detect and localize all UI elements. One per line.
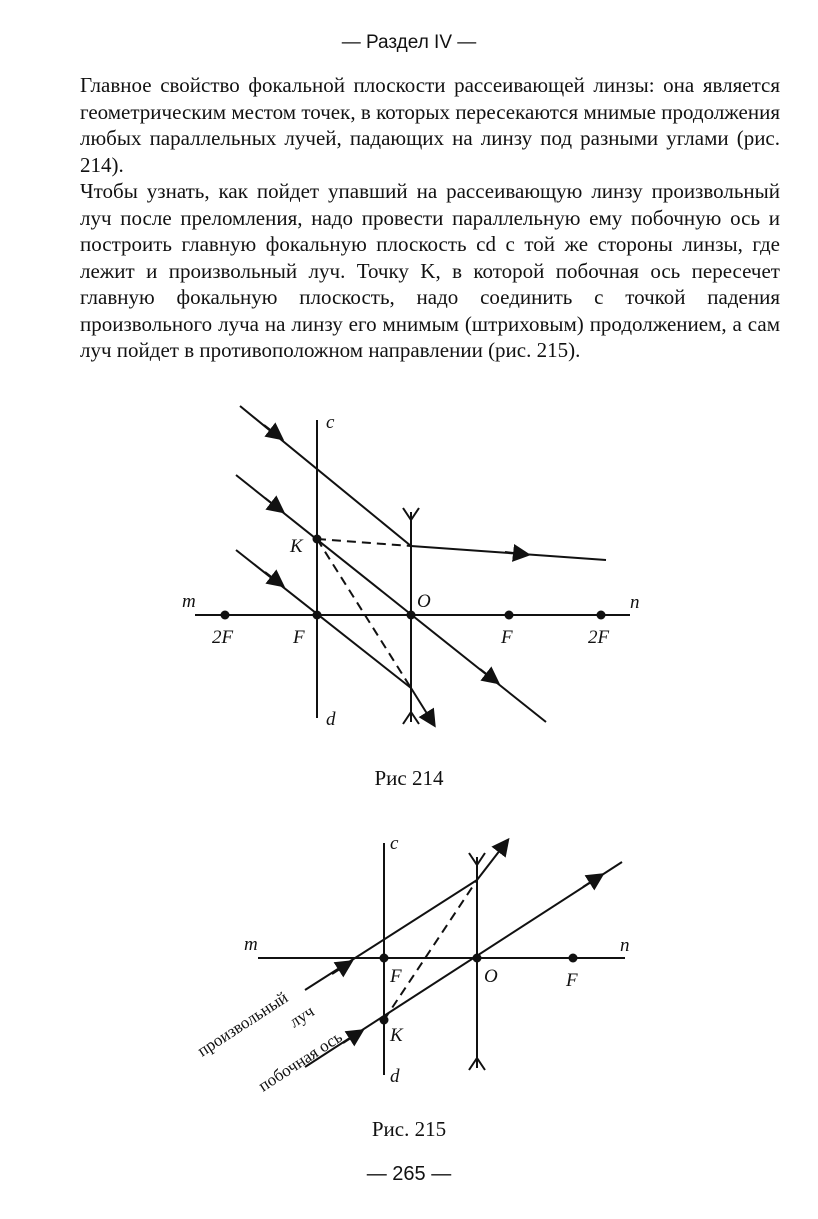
secondary-axis-arrow — [343, 1034, 357, 1043]
label-n: n — [630, 592, 640, 613]
point-F-right — [569, 954, 578, 963]
caption-215: Рис. 215 — [371, 1117, 447, 1141]
point-F-left — [380, 954, 389, 963]
label-F-right: F — [501, 627, 513, 648]
page-number: — 265 — — [366, 1163, 452, 1185]
section-header: — Раздел IV — — [341, 32, 477, 53]
label-F-right: F — [566, 970, 578, 991]
label-2F-left: 2F — [212, 627, 234, 648]
label-O: O — [484, 966, 498, 987]
paragraph-2: Чтобы узнать, как пойдет упавший на рассеивающую линзу произвольный луч после преломления, надо провести параллельную ему побочную ось и построить главную фокальную плоскость cd с той же стороны линзы, где лежит и произвольный луч. Точку K, в которой побочная ось пересечет главную фокальную плоскость, надо соединить с точкой падения произвольного луча на линзу его мнимым (штриховым) продолжением, а сам луч пойдет в противоположном направлении (рис. 215). — [80, 179, 780, 362]
dashed-extension — [384, 880, 477, 1020]
paragraph-1: Главное свойство фокальной плоскости рассеивающей линзы: она является геометрическим местом точек, в которых пересекаются мнимые продолжения любых параллельных лучей, падающих на линзу под разными углами (рис. 214). — [80, 73, 780, 177]
label-c: c — [326, 412, 335, 433]
label-d: d — [326, 709, 336, 730]
label-d: d — [390, 1066, 400, 1087]
label-K: K — [390, 1025, 403, 1046]
arbitrary-ray-arrow — [332, 965, 346, 974]
caption-214: Рис 214 — [374, 766, 444, 790]
label-F-left: F — [390, 966, 402, 987]
point-O — [473, 954, 482, 963]
point-K — [380, 1016, 389, 1025]
label-2F-right: 2F — [588, 627, 610, 648]
label-arbitrary: произвольный — [193, 987, 292, 1061]
label-c: c — [390, 833, 399, 854]
secondary-axis-out-arrow — [583, 878, 597, 887]
label-secondary-axis: побочная ось — [254, 1027, 346, 1096]
label-O: O — [417, 591, 431, 612]
label-ray: луч — [285, 1001, 318, 1032]
label-n: n — [620, 935, 630, 956]
label-K: K — [290, 536, 303, 557]
arbitrary-ray-refracted — [477, 845, 504, 880]
label-m: m — [182, 591, 196, 612]
label-F-left: F — [293, 627, 305, 648]
label-m: m — [244, 934, 258, 955]
